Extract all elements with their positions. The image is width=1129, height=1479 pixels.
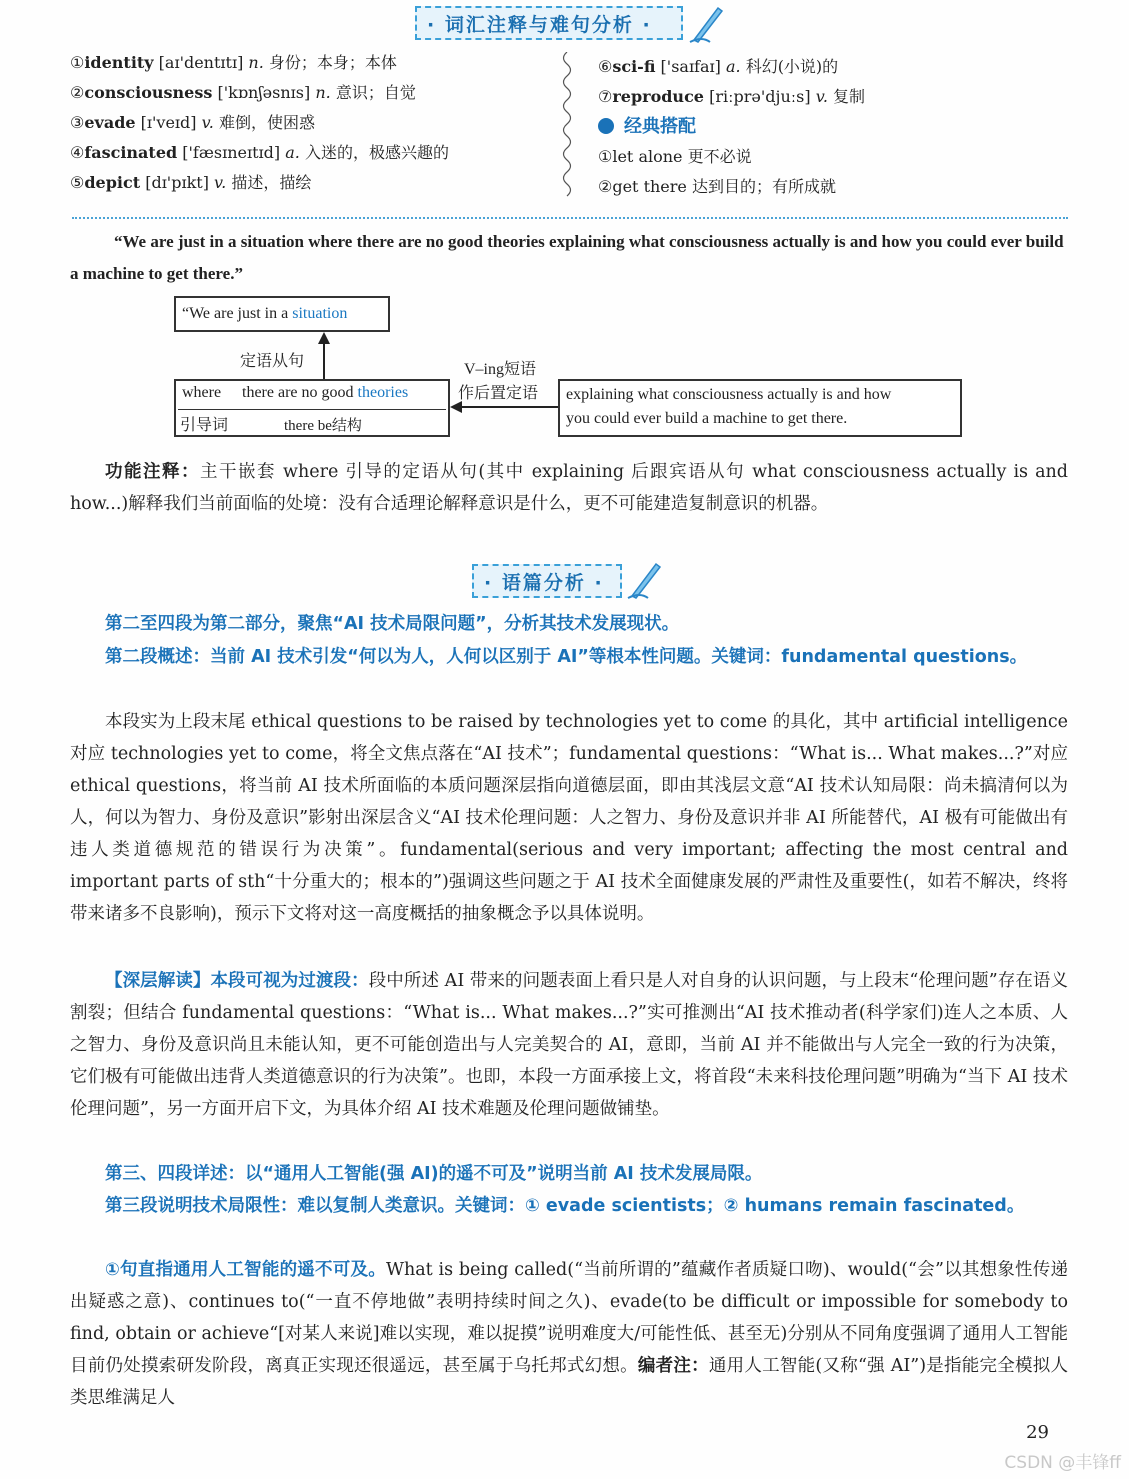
section-divider (72, 217, 1068, 219)
heading-paragraph-three: 第三段说明技术局限性：难以复制人类意识。关键词：① evade scientists；② humans remain fascinated。 (105, 1196, 1025, 1216)
pen-icon (688, 2, 724, 44)
section-banner-vocab: · 词汇注释与难句分析 · (415, 6, 683, 40)
vocab-list-right (598, 52, 865, 202)
vocab-item: ⑦reproduce [riːprə'djuːs] v. 复制 (598, 87, 866, 106)
paragraph-two-analysis: 本段实为上段末尾 ethical questions to be raised by technologies yet to come 的具化，其中 artificial intelligence 对应 technologies yet to come，将全文焦点落在“AI 技术”；fundamental questions：“What is... What makes...?”对应 ethical questions，将当前 AI 技术所面临的本质问题深层指向道德层面，即由其浅层文意“AI 技术认知局限：尚未搞清何以为人，何以为智力、身份及意识”影射出深层含义“AI 技术伦理问题：人之智力、身份及意识并非 AI 所能替代，AI 极有可能做出有违人类道德规范的错误行为决策”。fundamental(serious and very important; affecting the most central and important parts of sth“十分重大的；根本的”)强调这些问题之于 AI 技术全面健康发展的严肃性及重要性(，如若不解决，终将带来诸多不良影响)，预示下文将对这一高度概括的抽象概念予以具体说明。 (70, 712, 1068, 924)
section-banner-discourse: · 语篇分析 · (472, 564, 622, 598)
diagram-label-attributive: 定语从句 (240, 353, 305, 370)
arrow-up-icon (316, 332, 332, 382)
collocations-title: 经典搭配 (598, 112, 865, 142)
sentence-one-analysis: ①句直指通用人工智能的遥不可及。What is being called(“当前所谓的”蕴藏作者质疑口吻)、would(“会”以其想象性传递出疑惑之意)、continues to(“一直不停地做”表明持续时间之久)、evade(to be difficult or impossible for somebody to find, obtain or achieve“[对某人来说]难以实现，难以捉摸”说明难度大/可能性低、甚至无)分别从不同角度强调了通用人工智能目前仍处摸索研发阶段，离真正实现还很遥远，甚至属于乌托邦式幻想。编者注：通用人工智能(又称“强 AI”)是指能完全模拟人类思维满足人 (70, 1260, 1069, 1408)
page-number: 29 (1026, 1422, 1049, 1443)
heading-part-two: 第二至四段为第二部分，聚焦“AI 技术局限问题”，分析其技术发展现状。 (105, 614, 680, 634)
diagram-box-main-clause: “We are just in a situation (174, 296, 390, 332)
diagram-box-where-clause: where there are no good theories 引导词 there be结构 (174, 379, 450, 437)
function-note: 功能注释：主干嵌套 where 引导的定语从句(其中 explaining 后跟宾语从句 what consciousness actually is and how...)解释我们当前面临的处境：没有合适理论解释意识是什么，更不可能建造复制意识的机器。 (70, 462, 1068, 514)
diagram-label-ving: V–ing短语 (464, 361, 537, 378)
column-divider-wave (560, 52, 574, 202)
vocab-item: ④fascinated ['fæsɪneɪtɪd] a. 入迷的，极感兴趣的 (70, 143, 449, 162)
diagram-label-postmodifier: 作后置定语 (458, 385, 539, 402)
pen-icon (626, 558, 662, 600)
collocation-item: ①let alone 更不必说 (598, 147, 752, 166)
diagram-box-ving-phrase: explaining what consciousness actually is and how you could ever build a machine to get there. (558, 379, 962, 437)
vocab-list-left (70, 48, 449, 198)
difficult-sentence: “We are just in a situation where there are no good theories explaining what consciousness actually is and how you could ever build a machine to get there.” (70, 232, 1064, 283)
collocation-item: ②get there 达到目的；有所成就 (598, 177, 836, 196)
vocab-item: ⑥sci-fi ['saɪfaɪ] a. 科幻(小说)的 (598, 57, 839, 76)
deep-reading: 【深层解读】本段可视为过渡段：段中所述 AI 带来的问题表面上看只是人对自身的认识问题，与上段末“伦理问题”存在语义割裂；但结合 fundamental questions：“What is... What makes...?”实可推测出“AI 技术推动者(科学家们)连人之本质、人之智力、身份及意识尚且未能认知，更不可能创造出与人完美契合的 AI，意即，当前 AI 并不能做出与人完全一致的行为决策，它们极有可能做出违背人类道德意识的行为决策”。也即，本段一方面承接上文，将首段“未来科技伦理问题”明确为“当下 AI 技术伦理问题”，另一方面开启下文，为具体介绍 AI 技术难题及伦理问题做铺垫。 (70, 971, 1069, 1119)
vocab-item: ①identity [aɪ'dentɪtɪ] n. 身份；本身；本体 (70, 53, 397, 72)
bullet-icon (598, 118, 614, 134)
watermark: CSDN @丰锋ff (1004, 1453, 1121, 1473)
heading-paragraph-two: 第二段概述：当前 AI 技术引发“何以为人，人何以区别于 AI”等根本性问题。关键词：fundamental questions。 (105, 647, 1028, 667)
arrow-left-icon (450, 399, 560, 415)
vocab-item: ⑤depict [dɪ'pɪkt] v. 描述，描绘 (70, 173, 312, 192)
heading-paragraphs-three-four: 第三、四段详述：以“通用人工智能(强 AI)的遥不可及”说明当前 AI 技术发展局限。 (105, 1164, 763, 1184)
vocab-item: ②consciousness ['kɒnʃəsnɪs] n. 意识；自觉 (70, 83, 416, 102)
vocab-item: ③evade [ɪ'veɪd] v. 难倒，使困惑 (70, 113, 315, 132)
